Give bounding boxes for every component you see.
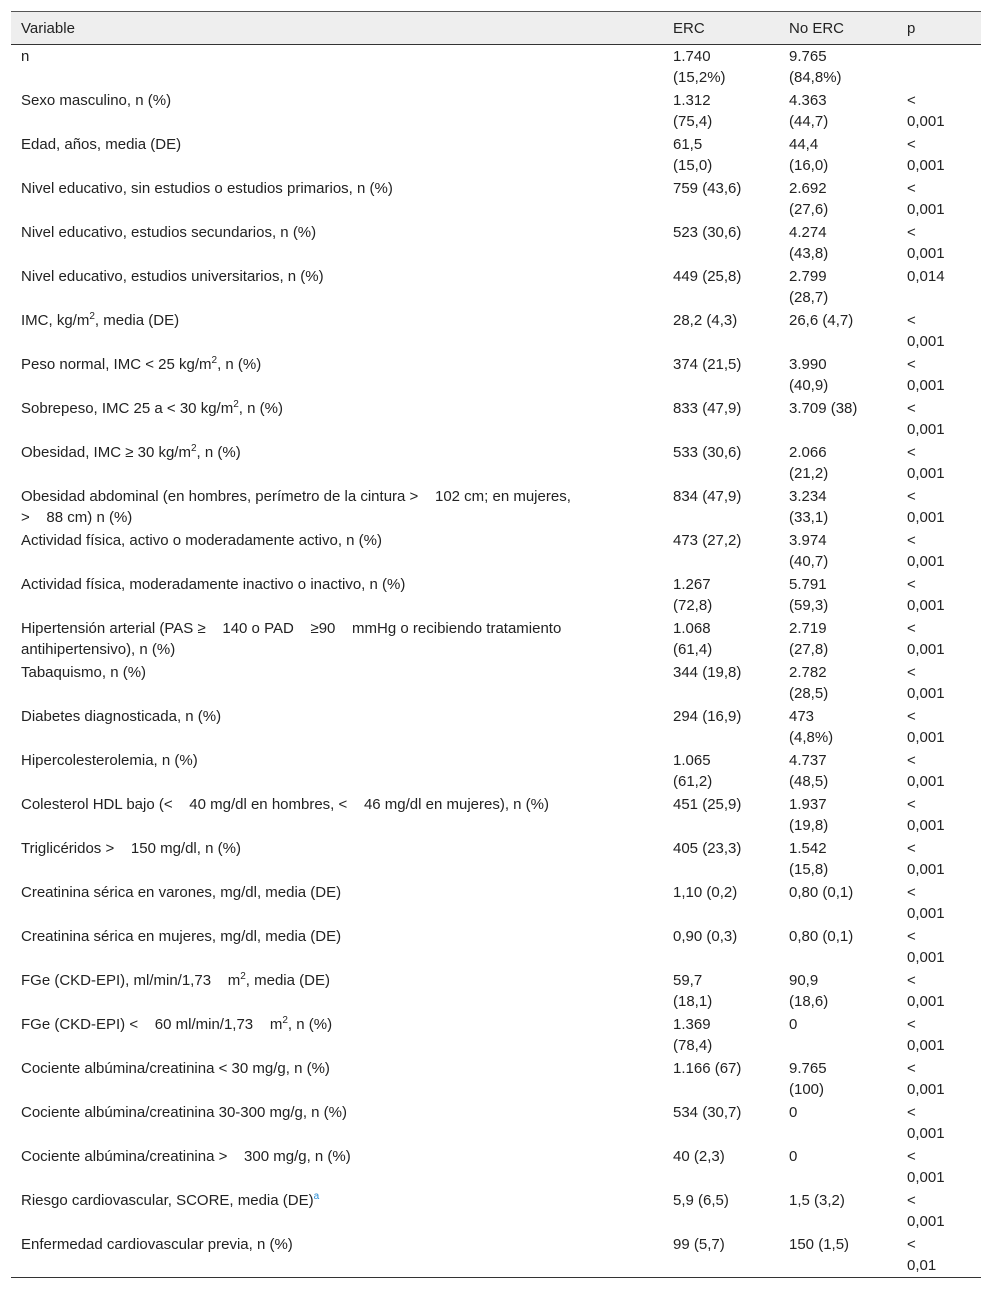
cell-no-erc: 4.274 (43,8)	[789, 224, 829, 262]
superscript: 2	[211, 355, 218, 366]
cell-no-erc: 2.066 (21,2)	[789, 444, 829, 482]
cell-p: < 0,001	[907, 796, 945, 834]
cell-no-erc: 0	[789, 1148, 798, 1165]
cell-erc: 534 (30,7)	[673, 1104, 742, 1121]
table-row	[11, 925, 981, 969]
cell-variable: Colesterol HDL bajo (< 40 mg/dl en hombres, < 46 mg/dl en mujeres), n (%)	[21, 796, 550, 813]
superscript: 2	[233, 399, 239, 410]
cell-no-erc: 1,5 (3,2)	[789, 1192, 845, 1209]
cell-no-erc: 26,6 (4,7)	[789, 312, 854, 329]
cell-erc: 1.068 (61,4)	[673, 620, 713, 658]
variable-text: Sobrepeso, IMC 25 a < 30 kg/m	[21, 400, 234, 417]
cell-p: < 0,001	[907, 1016, 945, 1054]
cell-no-erc: 9.765 (84,8%)	[789, 48, 842, 86]
table-row	[11, 265, 981, 309]
table-row	[11, 1057, 981, 1101]
cell-p: 0,014	[907, 268, 945, 285]
table-row	[11, 353, 981, 397]
cell-p: < 0,001	[907, 884, 945, 922]
cell-variable: Hipertensión arterial (PAS ≥ 140 o PAD ≥90 mmHg o recibiendo tratamiento antihipertensivo), n (%)	[21, 620, 562, 658]
superscript: 2	[240, 971, 246, 982]
cell-variable: Tabaquismo, n (%)	[21, 664, 147, 681]
table-row	[11, 397, 981, 441]
cell-erc: 99 (5,7)	[673, 1236, 725, 1253]
cell-erc: 28,2 (4,3)	[673, 312, 738, 329]
table-row	[11, 177, 981, 221]
cell-p: < 0,001	[907, 576, 945, 614]
cell-p: < 0,001	[907, 224, 945, 262]
cell-p: < 0,001	[907, 136, 945, 174]
cell-variable: Cociente albúmina/creatinina < 30 mg/g, n (%)	[21, 1060, 330, 1077]
cell-no-erc: 0,80 (0,1)	[789, 884, 854, 901]
footnote-link[interactable]: a	[313, 1191, 320, 1202]
table-row	[11, 969, 981, 1013]
cell-variable: Cociente albúmina/creatinina > 300 mg/g, n (%)	[21, 1148, 351, 1165]
cell-variable: Hipercolesterolemia, n (%)	[21, 752, 198, 769]
table-row	[11, 573, 981, 617]
cell-variable: Cociente albúmina/creatinina 30-300 mg/g, n (%)	[21, 1104, 348, 1121]
table-bottom-rule	[11, 1277, 981, 1278]
cell-variable: Actividad física, moderadamente inactivo o inactivo, n (%)	[21, 576, 406, 593]
cell-erc: 533 (30,6)	[673, 444, 742, 461]
table-body	[11, 45, 981, 1277]
cell-erc: 294 (16,9)	[673, 708, 742, 725]
cell-erc: 1.166 (67)	[673, 1060, 742, 1077]
cell-variable: Nivel educativo, sin estudios o estudios primarios, n (%)	[21, 180, 393, 197]
cell-erc: 1.267 (72,8)	[673, 576, 713, 614]
cell-variable: Sexo masculino, n (%)	[21, 92, 172, 109]
cell-no-erc: 1.937 (19,8)	[789, 796, 829, 834]
cell-erc: 1.065 (61,2)	[673, 752, 713, 790]
cell-no-erc: 1.542 (15,8)	[789, 840, 829, 878]
cell-no-erc: 44,4 (16,0)	[789, 136, 829, 174]
cell-erc: 374 (21,5)	[673, 356, 742, 373]
table-row	[11, 133, 981, 177]
table-row	[11, 881, 981, 925]
cell-p: < 0,001	[907, 928, 945, 966]
table-row	[11, 485, 981, 529]
cell-erc: 473 (27,2)	[673, 532, 742, 549]
table-row	[11, 309, 981, 353]
variable-text: Obesidad, IMC ≥ 30 kg/m	[21, 444, 191, 461]
table-row	[11, 1233, 981, 1277]
cell-erc: 344 (19,8)	[673, 664, 742, 681]
table-row	[11, 749, 981, 793]
cell-p: < 0,001	[907, 1104, 945, 1142]
cell-variable: Enfermedad cardiovascular previa, n (%)	[21, 1236, 293, 1253]
variable-text: IMC, kg/m	[21, 312, 90, 329]
table-row	[11, 529, 981, 573]
cell-p: < 0,001	[907, 312, 945, 350]
cell-erc: 449 (25,8)	[673, 268, 742, 285]
cell-erc: 834 (47,9)	[673, 488, 742, 505]
table-row	[11, 45, 981, 89]
cell-variable	[21, 398, 651, 419]
cell-erc: 0,90 (0,3)	[673, 928, 738, 945]
table-row	[11, 89, 981, 133]
cell-erc: 40 (2,3)	[673, 1148, 725, 1165]
table-row	[11, 1145, 981, 1189]
cell-p: < 0,001	[907, 620, 945, 658]
cell-variable	[21, 354, 651, 375]
cell-variable: Actividad física, activo o moderadamente activo, n (%)	[21, 532, 382, 549]
cell-variable	[21, 1014, 651, 1035]
variable-text-suffix: , n (%)	[217, 356, 262, 373]
cell-variable: Nivel educativo, estudios universitarios, n (%)	[21, 268, 324, 285]
table-row	[11, 1101, 981, 1145]
cell-p: < 0,001	[907, 972, 945, 1010]
cell-p: < 0,001	[907, 840, 945, 878]
cell-no-erc: 2.782 (28,5)	[789, 664, 829, 702]
variable-text: FGe (CKD-EPI), ml/min/1,73 m	[21, 972, 241, 989]
cell-variable	[21, 310, 651, 331]
cell-variable	[21, 442, 651, 463]
variable-text-suffix: , n (%)	[238, 400, 283, 417]
cell-no-erc: 2.692 (27,6)	[789, 180, 829, 218]
table-row	[11, 441, 981, 485]
cell-p: < 0,001	[907, 92, 945, 130]
superscript: 2	[190, 443, 197, 454]
cell-erc: 759 (43,6)	[673, 180, 742, 197]
cell-p: < 0,001	[907, 752, 945, 790]
cell-variable: Creatinina sérica en varones, mg/dl, media (DE)	[21, 884, 342, 901]
table-row	[11, 221, 981, 265]
cell-p: < 0,001	[907, 1148, 945, 1186]
table-row	[11, 705, 981, 749]
cell-erc: 405 (23,3)	[673, 840, 742, 857]
header-erc: ERC	[673, 20, 705, 37]
header-p: p	[907, 20, 916, 37]
variable-text-suffix: , media (DE)	[94, 312, 180, 329]
cell-erc: 1.369 (78,4)	[673, 1016, 713, 1054]
cell-no-erc: 5.791 (59,3)	[789, 576, 829, 614]
cell-no-erc: 3.234 (33,1)	[789, 488, 829, 526]
cell-no-erc: 90,9 (18,6)	[789, 972, 829, 1010]
cell-variable: Diabetes diagnosticada, n (%)	[21, 708, 222, 725]
table-row	[11, 661, 981, 705]
cell-no-erc: 0	[789, 1016, 798, 1033]
cell-variable: Creatinina sérica en mujeres, mg/dl, media (DE)	[21, 928, 342, 945]
cell-erc: 523 (30,6)	[673, 224, 742, 241]
cell-p: < 0,001	[907, 664, 945, 702]
superscript: 2	[89, 311, 95, 322]
cell-p: < 0,001	[907, 532, 945, 570]
cell-p: < 0,001	[907, 1192, 945, 1230]
data-table	[11, 11, 981, 1278]
cell-no-erc: 4.737 (48,5)	[789, 752, 829, 790]
table-header	[11, 11, 981, 45]
variable-text-suffix: , media (DE)	[245, 972, 330, 989]
variable-text-suffix: , n (%)	[287, 1016, 333, 1033]
cell-no-erc: 2.799 (28,7)	[789, 268, 829, 306]
cell-erc: 61,5 (15,0)	[673, 136, 713, 174]
cell-erc: 1.312 (75,4)	[673, 92, 713, 130]
variable-text: FGe (CKD-EPI) < 60 ml/min/1,73 m	[21, 1016, 283, 1033]
variable-text: Riesgo cardiovascular, SCORE, media (DE)	[21, 1192, 314, 1209]
cell-erc: 59,7 (18,1)	[673, 972, 713, 1010]
cell-no-erc: 9.765 (100)	[789, 1060, 827, 1098]
cell-variable: n	[21, 48, 30, 65]
cell-erc: 5,9 (6,5)	[673, 1192, 729, 1209]
table-row	[11, 837, 981, 881]
cell-erc: 1,10 (0,2)	[673, 884, 738, 901]
cell-no-erc: 3.974 (40,7)	[789, 532, 829, 570]
superscript: 2	[282, 1015, 288, 1026]
cell-p: < 0,001	[907, 444, 945, 482]
cell-no-erc: 3.990 (40,9)	[789, 356, 829, 394]
cell-variable	[21, 970, 651, 991]
cell-variable	[21, 1190, 651, 1211]
variable-text: Peso normal, IMC < 25 kg/m	[21, 356, 212, 373]
cell-p: < 0,001	[907, 400, 945, 438]
cell-no-erc: 3.709 (38)	[789, 400, 858, 417]
cell-p: < 0,01	[907, 1236, 937, 1274]
cell-erc: 1.740 (15,2%)	[673, 48, 726, 86]
table-row	[11, 1189, 981, 1233]
cell-p: < 0,001	[907, 356, 945, 394]
cell-p: < 0,001	[907, 1060, 945, 1098]
cell-no-erc: 0,80 (0,1)	[789, 928, 854, 945]
cell-no-erc: 0	[789, 1104, 798, 1121]
cell-erc: 833 (47,9)	[673, 400, 742, 417]
header-variable: Variable	[21, 20, 75, 37]
cell-variable: Nivel educativo, estudios secundarios, n (%)	[21, 224, 317, 241]
cell-no-erc: 473 (4,8%)	[789, 708, 834, 746]
table-row	[11, 793, 981, 837]
cell-p: < 0,001	[907, 180, 945, 218]
variable-text-suffix: , n (%)	[196, 444, 241, 461]
header-no-erc: No ERC	[789, 20, 845, 37]
table-row	[11, 617, 981, 661]
table-row	[11, 1013, 981, 1057]
cell-no-erc: 150 (1,5)	[789, 1236, 850, 1253]
cell-no-erc: 4.363 (44,7)	[789, 92, 829, 130]
cell-variable: Edad, años, media (DE)	[21, 136, 182, 153]
cell-no-erc: 2.719 (27,8)	[789, 620, 829, 658]
cell-erc: 451 (25,9)	[673, 796, 742, 813]
cell-variable: Triglicéridos > 150 mg/dl, n (%)	[21, 840, 241, 857]
cell-p: < 0,001	[907, 708, 945, 746]
cell-variable: Obesidad abdominal (en hombres, perímetro de la cintura > 102 cm; en mujeres, > 88 cm) n (%)	[21, 488, 571, 526]
cell-p: < 0,001	[907, 488, 945, 526]
